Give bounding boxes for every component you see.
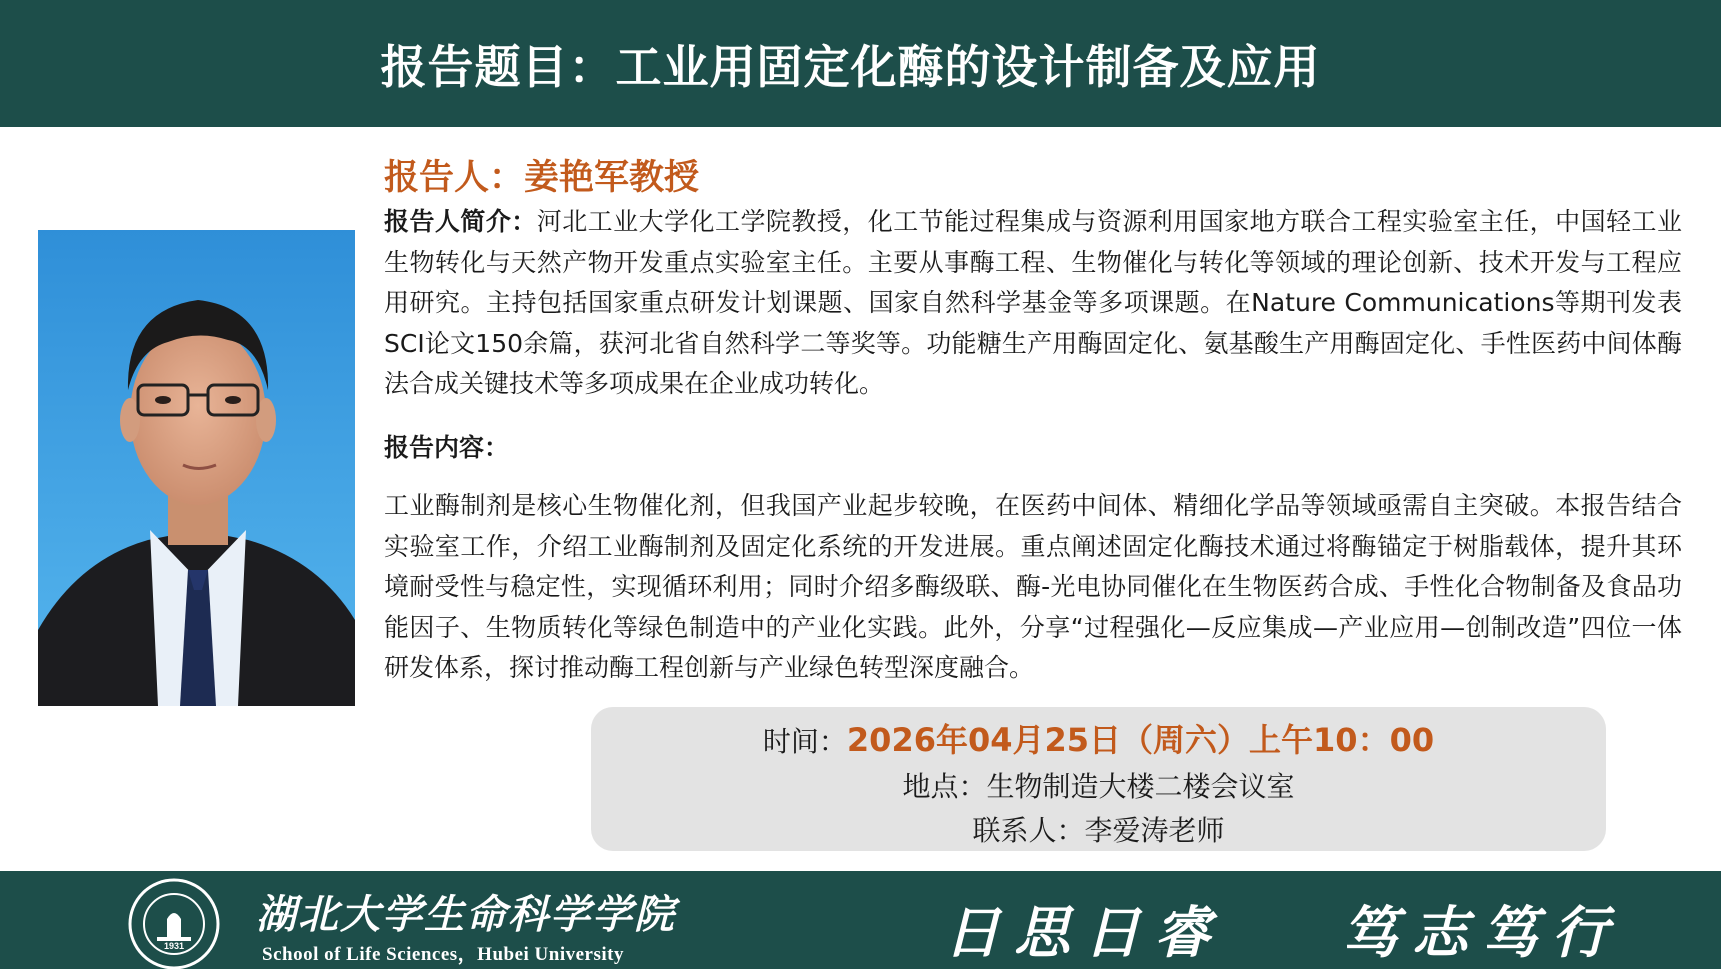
motto-right: 笃志笃行 <box>1342 900 1622 966</box>
talk-title: 报告题目：工业用固定化酶的设计制备及应用 <box>380 39 1321 94</box>
bio-text: 河北工业大学化工学院教授，化工节能过程集成与资源利用国家地方联合工程实验室主任，中国轻工业生物转化与天然产物开发重点实验室主任。主要从事酶工程、生物催化与转化等领域的理论创新、技术开发与工程应用研究。主持包括国家重点研发计划课题、国家自然科学基金等多项课题。在Nature Communications等期刊发表SCI论文150余篇，获河北省自然科学二等奖等。功能糖生产用酶固定化、氨基酸生产用酶固定化、手性医药中间体酶法合成关键技术等多项成果在企业成功转化。 <box>384 207 1682 398</box>
speaker-name: 报告人：姜艳军教授 <box>384 158 700 198</box>
footer-banner <box>0 871 1721 969</box>
bio-label: 报告人简介： <box>384 207 537 236</box>
speaker-bio <box>384 202 1682 405</box>
time-label: 时间： <box>762 725 847 758</box>
talk-content: 工业酶制剂是核心生物催化剂，但我国产业起步较晚，在医药中间体、精细化学品等领域亟需自主突破。本报告结合实验室工作，介绍工业酶制剂及固定化系统的开发进展。重点阐述固定化酶技术通过将酶锚定于树脂载体，提升其环境耐受性与稳定性，实现循环利用；同时介绍多酶级联、酶-光电协同催化在生物医药合成、手性化合物制备及食品功能因子、生物质转化等绿色制造中的产业化实践。此外，分享“过程强化—反应集成—产业应用—创制改造”四位一体研发体系，探讨推动酶工程创新与产业绿色转型深度融合。 <box>384 491 1682 682</box>
university-seal-icon <box>127 877 221 971</box>
time-value: 2026年04月25日（周六）上午10：00 <box>846 721 1435 759</box>
event-time <box>591 715 1606 761</box>
event-info-box <box>591 707 1606 851</box>
title-banner <box>0 0 1721 127</box>
event-place: 地点：生物制造大楼二楼会议室 <box>902 770 1295 803</box>
event-contact: 联系人：李爱涛老师 <box>972 814 1225 847</box>
university-name-cn: 湖北大学生命科学学院 <box>256 891 676 938</box>
speaker-photo <box>38 230 355 706</box>
content-label: 报告内容： <box>384 433 510 462</box>
university-name-en: School of Life Sciences，Hubei University <box>262 944 624 965</box>
seal-year: 1931 <box>163 941 185 951</box>
motto-left: 日思日睿 <box>944 900 1224 966</box>
